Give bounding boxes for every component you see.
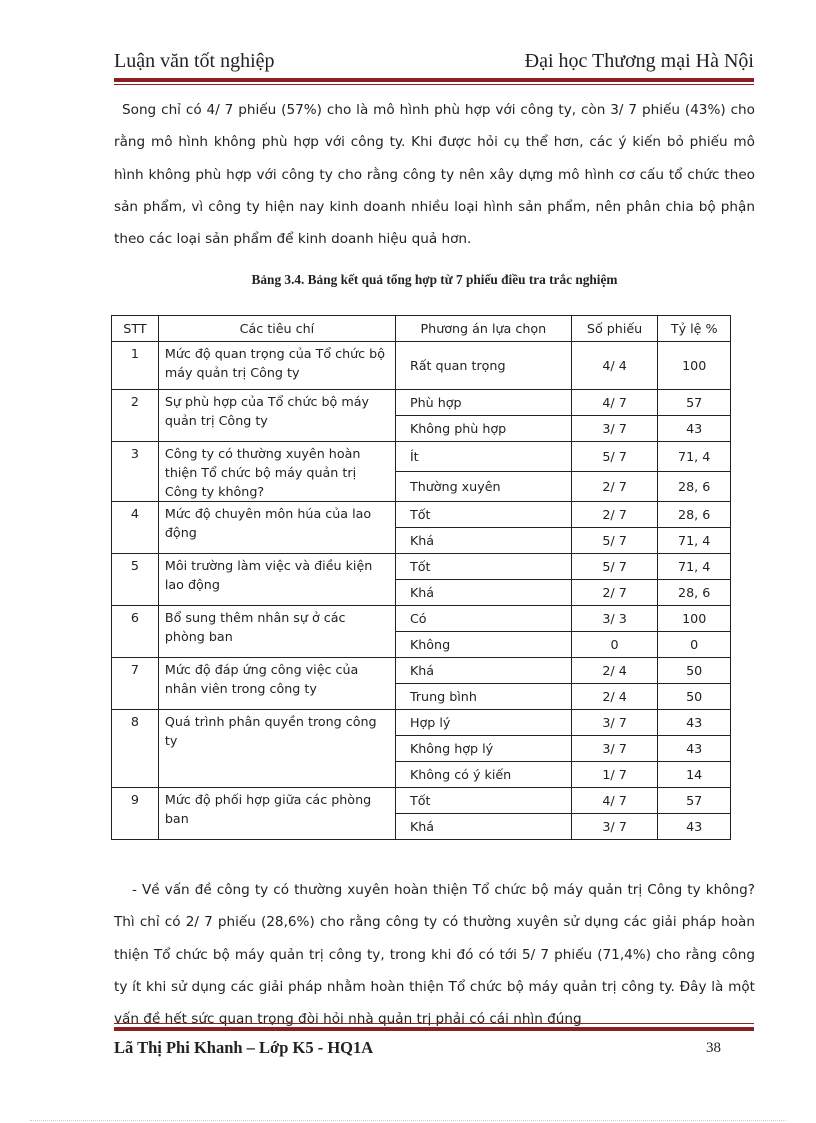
survey-results-table — [111, 315, 731, 840]
cell-percent: 0 — [658, 632, 731, 658]
cell-option: Có — [395, 606, 571, 632]
cell-count: 3/ 7 — [571, 736, 658, 762]
cell-stt: 8 — [112, 710, 159, 788]
cell-count: 3/ 7 — [571, 814, 658, 840]
cell-stt: 4 — [112, 502, 159, 554]
cell-percent: 57 — [658, 788, 731, 814]
header-percent: Tỷ lệ % — [658, 316, 731, 342]
cell-criterion: Mức độ chuyên môn húa của lao động — [158, 502, 395, 554]
footer-author: Lã Thị Phi Khanh – Lớp K5 - HQ1A — [114, 1038, 374, 1057]
cell-percent: 43 — [658, 416, 731, 442]
table-caption: Bảng 3.4. Bảng kết quả tổng hợp từ 7 phiếu điều tra trắc nghiệm — [251, 272, 618, 287]
cell-count: 2/ 4 — [571, 658, 658, 684]
page-bottom-dotted-line — [30, 1120, 786, 1121]
cell-percent: 71, 4 — [658, 554, 731, 580]
paragraph-intro: Song chỉ có 4/ 7 phiếu (57%) cho là mô hình phù hợp với công ty, còn 3/ 7 phiếu (43%) cho rằng mô hình không phù hợp với công ty. Khi được hỏi cụ thể hơn, các ý kiến bỏ phiếu mô hình không phù hợp với công ty cho rằng công ty nên xây dựng mô hình cơ cấu tổ chức theo sản phẩm, vì công ty hiện nay kinh doanh nhiều loại hình sản phẩm, nên phân chia bộ phận theo các loại sản phẩm để kinh doanh hiệu quả hơn. — [114, 102, 755, 248]
footer-rule-thin — [114, 1023, 754, 1025]
cell-option: Không có ý kiến — [395, 762, 571, 788]
cell-option: Khá — [395, 658, 571, 684]
cell-option: Rất quan trọng — [395, 342, 571, 390]
cell-count: 3/ 7 — [571, 710, 658, 736]
cell-count: 5/ 7 — [571, 554, 658, 580]
cell-criterion: Mức độ phối hợp giữa các phòng ban — [158, 788, 395, 840]
cell-percent: 100 — [658, 342, 731, 390]
cell-count: 5/ 7 — [571, 528, 658, 554]
paragraph-analysis: - Về vấn đề công ty có thường xuyên hoàn thiện Tổ chức bộ máy quản trị Công ty không? Thì chỉ có 2/ 7 phiếu (28,6%) cho rằng công ty có thường xuyên sử dụng các giải pháp hoàn thiện Tổ chức bộ máy quản trị công ty, trong khi đó có tới 5/ 7 phiếu (71,4%) cho rằng công ty ít khi sử dụng các giải pháp nhằm hoàn thiện Tổ chức bộ máy quản trị công ty. Đây là một vấn đề hết sức quan trọng đòi hỏi nhà quản trị phải có cái nhìn đúng — [114, 882, 755, 1028]
table-row — [112, 710, 731, 736]
cell-count: 3/ 7 — [571, 416, 658, 442]
cell-percent: 71, 4 — [658, 528, 731, 554]
cell-percent: 71, 4 — [658, 442, 731, 472]
cell-stt: 1 — [112, 342, 159, 390]
cell-percent: 28, 6 — [658, 580, 731, 606]
cell-criterion: Quá trình phân quyền trong công ty — [158, 710, 395, 788]
cell-stt: 6 — [112, 606, 159, 658]
cell-stt: 7 — [112, 658, 159, 710]
cell-option: Thường xuyên — [395, 472, 571, 502]
cell-option: Tốt — [395, 554, 571, 580]
cell-option: Tốt — [395, 788, 571, 814]
cell-option: Không hợp lý — [395, 736, 571, 762]
header-rule-thin — [114, 84, 754, 86]
cell-count: 2/ 4 — [571, 684, 658, 710]
cell-percent: 43 — [658, 814, 731, 840]
cell-stt: 5 — [112, 554, 159, 606]
cell-option: Ít — [395, 442, 571, 472]
cell-count: 4/ 7 — [571, 390, 658, 416]
cell-count: 4/ 7 — [571, 788, 658, 814]
cell-percent: 50 — [658, 684, 731, 710]
cell-option: Trung bình — [395, 684, 571, 710]
header-stt: STT — [112, 316, 159, 342]
cell-count: 1/ 7 — [571, 762, 658, 788]
cell-option: Khá — [395, 528, 571, 554]
cell-count: 5/ 7 — [571, 442, 658, 472]
table-row — [112, 658, 731, 684]
cell-percent: 28, 6 — [658, 472, 731, 502]
cell-count: 2/ 7 — [571, 472, 658, 502]
cell-percent: 14 — [658, 762, 731, 788]
cell-count: 3/ 3 — [571, 606, 658, 632]
cell-stt: 3 — [112, 442, 159, 502]
cell-criterion: Sự phù hợp của Tổ chức bộ máy quản trị Công ty — [158, 390, 395, 442]
cell-percent: 100 — [658, 606, 731, 632]
header-count: Số phiếu — [571, 316, 658, 342]
table-row — [112, 442, 731, 472]
table-body — [112, 342, 731, 840]
header-criteria: Các tiêu chí — [158, 316, 395, 342]
footer-rule — [114, 1027, 754, 1031]
cell-percent: 50 — [658, 658, 731, 684]
page-number: 38 — [706, 1040, 721, 1056]
cell-percent: 28, 6 — [658, 502, 731, 528]
table-row — [112, 502, 731, 528]
header-university: Đại học Thương mại Hà Nội — [524, 50, 754, 72]
header-rule — [114, 78, 754, 82]
cell-criterion: Bổ sung thêm nhân sự ở các phòng ban — [158, 606, 395, 658]
cell-option: Khá — [395, 814, 571, 840]
table-row — [112, 342, 731, 390]
cell-stt: 2 — [112, 390, 159, 442]
table-header-row — [112, 316, 731, 342]
cell-option: Tốt — [395, 502, 571, 528]
cell-count: 2/ 7 — [571, 580, 658, 606]
cell-option: Không — [395, 632, 571, 658]
table-row — [112, 606, 731, 632]
cell-count: 4/ 4 — [571, 342, 658, 390]
cell-option: Hợp lý — [395, 710, 571, 736]
cell-criterion: Công ty có thường xuyên hoàn thiện Tổ chức bộ máy quản trị Công ty không? — [158, 442, 395, 502]
table-row — [112, 390, 731, 416]
cell-criterion: Môi trường làm việc và điều kiện lao động — [158, 554, 395, 606]
cell-count: 0 — [571, 632, 658, 658]
page-header — [114, 46, 754, 76]
header-option: Phương án lựa chọn — [395, 316, 571, 342]
cell-option: Khá — [395, 580, 571, 606]
cell-criterion: Mức độ quan trọng của Tổ chức bộ máy quản trị Công ty — [158, 342, 395, 390]
table-row — [112, 788, 731, 814]
cell-option: Không phù hợp — [395, 416, 571, 442]
cell-stt: 9 — [112, 788, 159, 840]
cell-percent: 57 — [658, 390, 731, 416]
cell-criterion: Mức độ đáp ứng công việc của nhân viên trong công ty — [158, 658, 395, 710]
header-thesis-title: Luận văn tốt nghiệp — [114, 50, 275, 72]
cell-percent: 43 — [658, 710, 731, 736]
cell-percent: 43 — [658, 736, 731, 762]
table-row — [112, 554, 731, 580]
cell-count: 2/ 7 — [571, 502, 658, 528]
cell-option: Phù hợp — [395, 390, 571, 416]
